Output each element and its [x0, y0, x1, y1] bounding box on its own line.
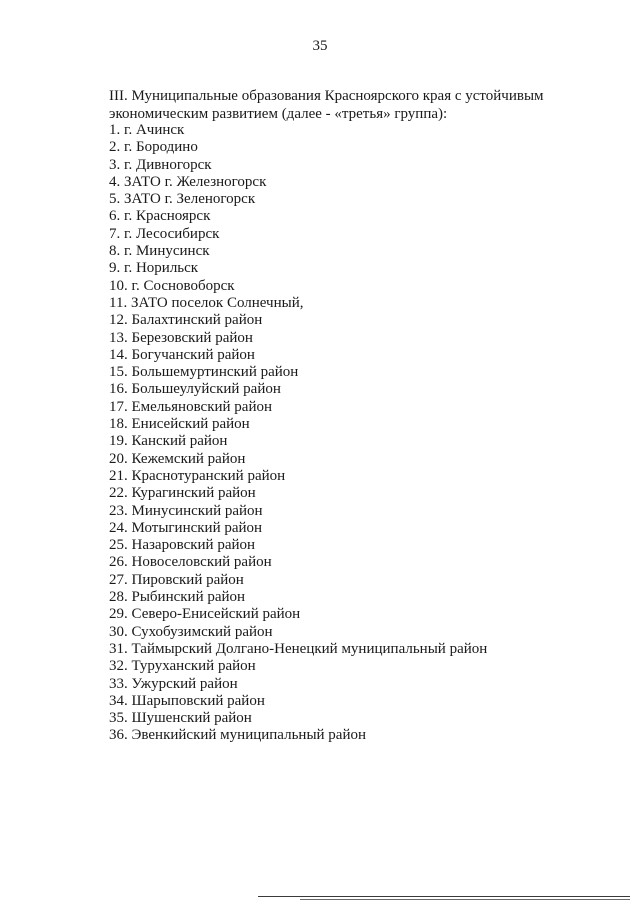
list-item: 28. Рыбинский район [109, 589, 246, 606]
list-item: 35. Шушенский район [109, 710, 252, 727]
list-item: 33. Ужурский район [109, 675, 238, 692]
municipality-list [109, 122, 487, 745]
list-item: 22. Курагинский район [109, 485, 256, 502]
list-item: 14. Богучанский район [109, 346, 255, 363]
list-item: 20. Кежемский район [109, 450, 246, 467]
list-item: 4. ЗАТО г. Железногорск [109, 173, 267, 190]
list-item: 32. Туруханский район [109, 658, 256, 675]
list-item: 18. Енисейский район [109, 416, 250, 433]
list-item: 23. Минусинский район [109, 502, 263, 519]
list-item: 10. г. Сосновоборск [109, 277, 235, 294]
list-item: 34. Шарыповский район [109, 692, 265, 709]
list-item: 31. Таймырский Долгано-Ненецкий муниципальный район [109, 640, 488, 657]
list-item: 29. Северо-Енисейский район [109, 606, 301, 623]
footer-rule-secondary [300, 899, 630, 900]
section-heading-line-1: III. Муниципальные образования Красноярского края с устойчивым [109, 88, 544, 104]
list-item: 16. Большеулуйский район [109, 381, 281, 398]
list-item: 15. Большемуртинский район [109, 364, 299, 381]
list-item: 2. г. Бородино [109, 139, 198, 156]
list-item: 11. ЗАТО поселок Солнечный, [109, 294, 304, 311]
list-item: 3. г. Дивногорск [109, 156, 212, 173]
list-item: 8. г. Минусинск [109, 243, 210, 260]
list-item: 27. Пировский район [109, 571, 244, 588]
list-item: 36. Эвенкийский муниципальный район [109, 727, 367, 744]
list-item: 7. г. Лесосибирск [109, 225, 220, 242]
list-item: 21. Краснотуранский район [109, 467, 286, 484]
list-item: 1. г. Ачинск [109, 122, 185, 138]
list-item: 5. ЗАТО г. Зеленогорск [109, 191, 256, 208]
list-item: 24. Мотыгинский район [109, 519, 263, 536]
footer-rule [258, 896, 630, 897]
list-item: 9. г. Норильск [109, 260, 199, 277]
list-item: 13. Березовский район [109, 329, 253, 346]
list-item: 12. Балахтинский район [109, 312, 263, 329]
section-heading-line-2: экономическим развитием (далее - «третья» группа): [109, 106, 448, 122]
section-heading [109, 87, 579, 123]
page-number: 35 [312, 38, 328, 54]
list-item: 26. Новоселовский район [109, 554, 272, 571]
list-item: 6. г. Красноярск [109, 208, 211, 225]
list-item: 17. Емельяновский район [109, 398, 273, 415]
list-item: 30. Сухобузимский район [109, 623, 273, 640]
list-item: 19. Канский район [109, 433, 228, 450]
list-item: 25. Назаровский район [109, 537, 256, 554]
